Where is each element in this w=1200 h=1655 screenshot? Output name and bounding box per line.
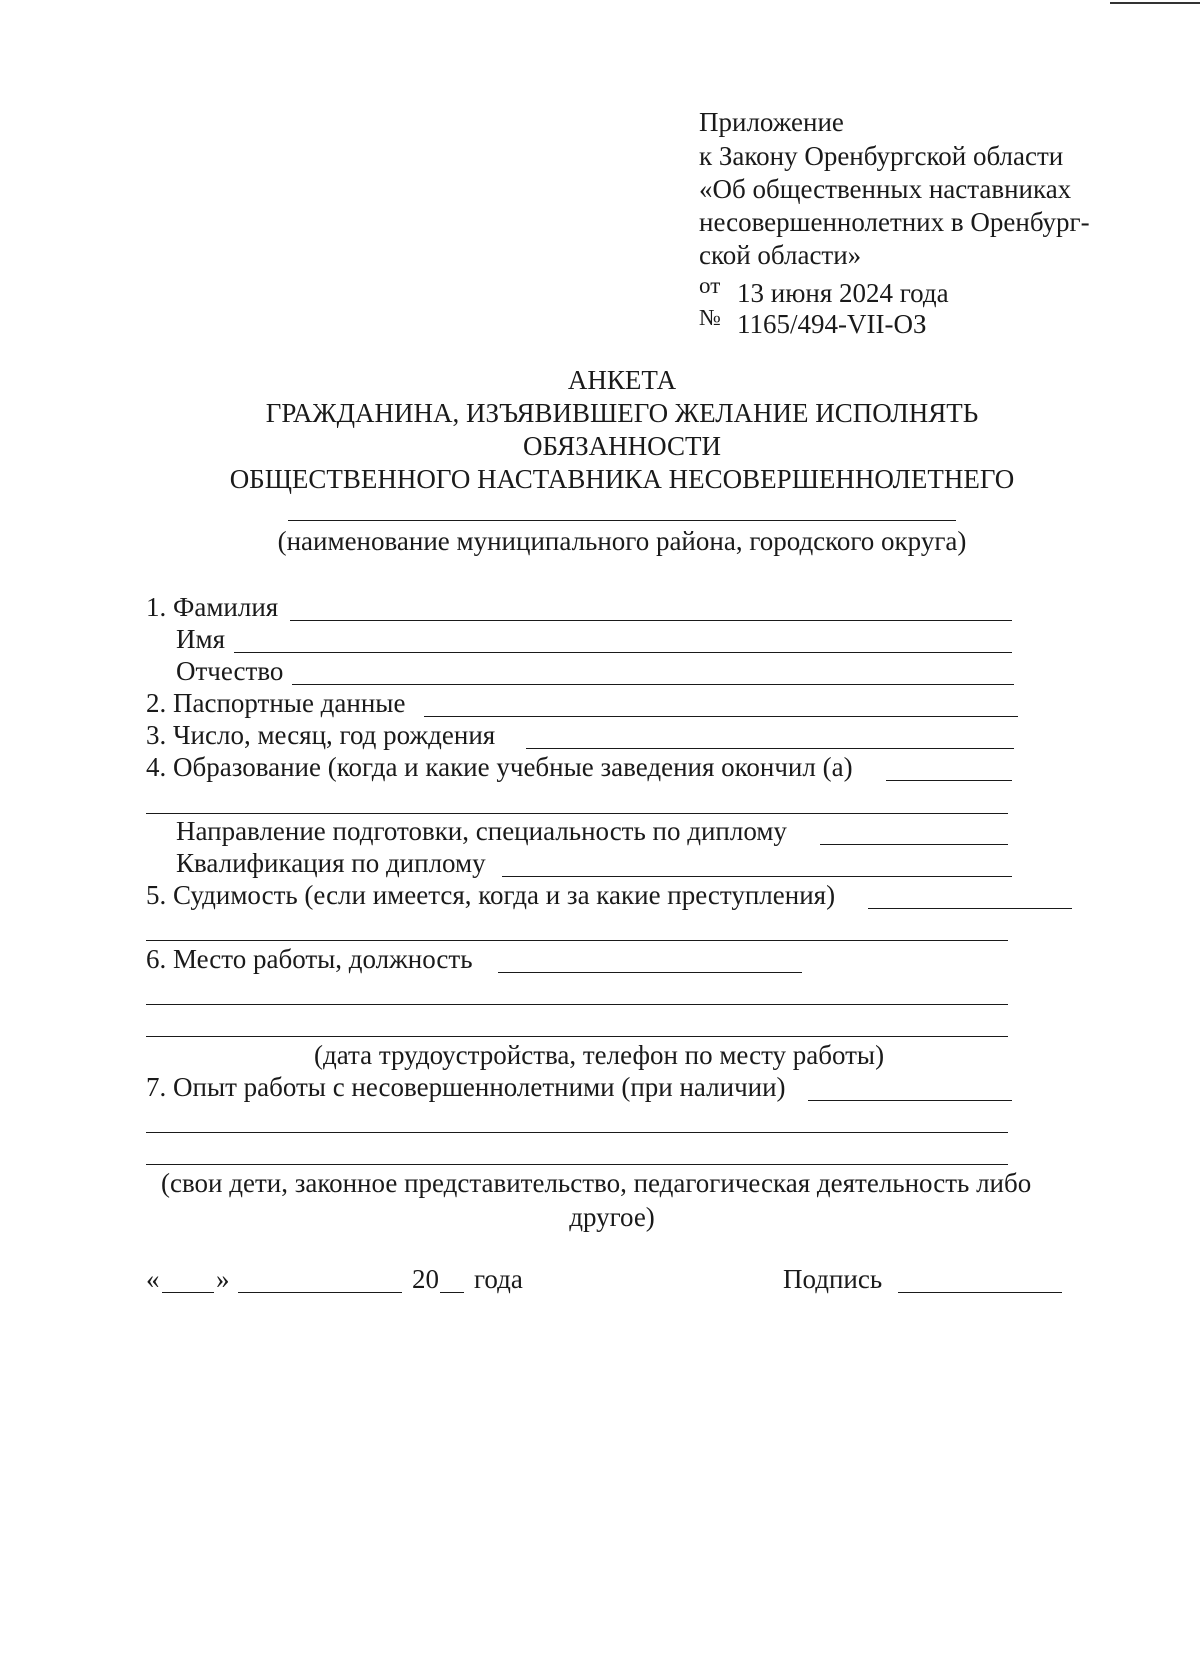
conviction-field[interactable] — [868, 908, 1072, 909]
qualification-label: Квалификация по диплому — [176, 848, 486, 878]
quote-close: » — [216, 1264, 230, 1294]
experience-field-line-2[interactable] — [146, 1132, 1008, 1133]
title-line-1: АНКЕТА — [567, 365, 677, 395]
experience-field[interactable] — [808, 1100, 1012, 1101]
experience-label: 7. Опыт работы с несовершеннолетними (при наличии) — [146, 1072, 786, 1102]
specialty-label: Направление подготовки, специальность по диплому — [176, 816, 787, 846]
quote-open: « — [146, 1264, 160, 1294]
qualification-field[interactable] — [502, 876, 1012, 877]
name-field[interactable] — [234, 652, 1012, 653]
experience-caption-line-2: другое) — [569, 1202, 655, 1232]
birthdate-field[interactable] — [526, 748, 1014, 749]
patronymic-field[interactable] — [292, 684, 1014, 685]
district-caption: (наименование муниципального района, городского округа) — [277, 526, 967, 556]
appendix-line-1: Приложение — [699, 107, 844, 137]
year-prefix: 20 — [412, 1264, 439, 1294]
education-label: 4. Образование (когда и какие учебные заведения окончил (а) — [146, 752, 853, 782]
birthdate-label: 3. Число, месяц, год рождения — [146, 720, 496, 750]
year-field[interactable] — [440, 1292, 464, 1293]
title-line-2: ГРАЖДАНИНА, ИЗЪЯВИВШЕГО ЖЕЛАНИЕ ИСПОЛНЯТЬ — [265, 398, 979, 428]
law-date: 13 июня 2024 года — [737, 278, 949, 308]
signature-field[interactable] — [898, 1292, 1062, 1293]
specialty-field[interactable] — [820, 844, 1008, 845]
workplace-label: 6. Место работы, должность — [146, 944, 473, 974]
year-suffix: года — [474, 1264, 523, 1294]
workplace-field-line-3[interactable] — [146, 1036, 1008, 1037]
appendix-line-4: несовершеннолетних в Оренбург- — [699, 207, 1090, 237]
conviction-label: 5. Судимость (если имеется, когда и за какие преступления) — [146, 880, 836, 910]
experience-field-line-3[interactable] — [146, 1164, 1008, 1165]
day-field[interactable] — [162, 1292, 214, 1293]
surname-label: 1. Фамилия — [146, 592, 279, 622]
appendix-line-3: «Об общественных наставниках — [699, 174, 1072, 204]
appendix-line-2: к Закону Оренбургской области — [699, 141, 1064, 171]
passport-label: 2. Паспортные данные — [146, 688, 406, 718]
law-number: 1165/494-VII-ОЗ — [737, 309, 927, 339]
education-field-continued[interactable] — [146, 813, 1008, 814]
workplace-field-line-2[interactable] — [146, 1004, 1008, 1005]
title-line-4: ОБЩЕСТВЕННОГО НАСТАВНИКА НЕСОВЕРШЕННОЛЕТНЕГО — [229, 464, 1015, 494]
scan-edge-mark — [1110, 2, 1200, 4]
month-field[interactable] — [238, 1292, 402, 1293]
date-prefix: от — [699, 273, 721, 298]
workplace-field[interactable] — [498, 972, 802, 973]
appendix-line-5: ской области» — [699, 240, 862, 270]
work-caption: (дата трудоустройства, телефон по месту работы) — [314, 1040, 885, 1070]
title-line-3: ОБЯЗАННОСТИ — [523, 431, 721, 461]
signature-label: Подпись — [783, 1264, 883, 1294]
name-label: Имя — [176, 624, 226, 654]
surname-field[interactable] — [290, 620, 1012, 621]
patronymic-label: Отчество — [176, 656, 284, 686]
number-prefix: № — [699, 305, 721, 330]
passport-field[interactable] — [424, 716, 1018, 717]
conviction-field-continued[interactable] — [146, 940, 1008, 941]
district-name-line[interactable] — [288, 520, 956, 521]
education-field[interactable] — [886, 780, 1012, 781]
experience-caption-line-1: (свои дети, законное представительство, педагогическая деятельность либо — [161, 1168, 1032, 1198]
